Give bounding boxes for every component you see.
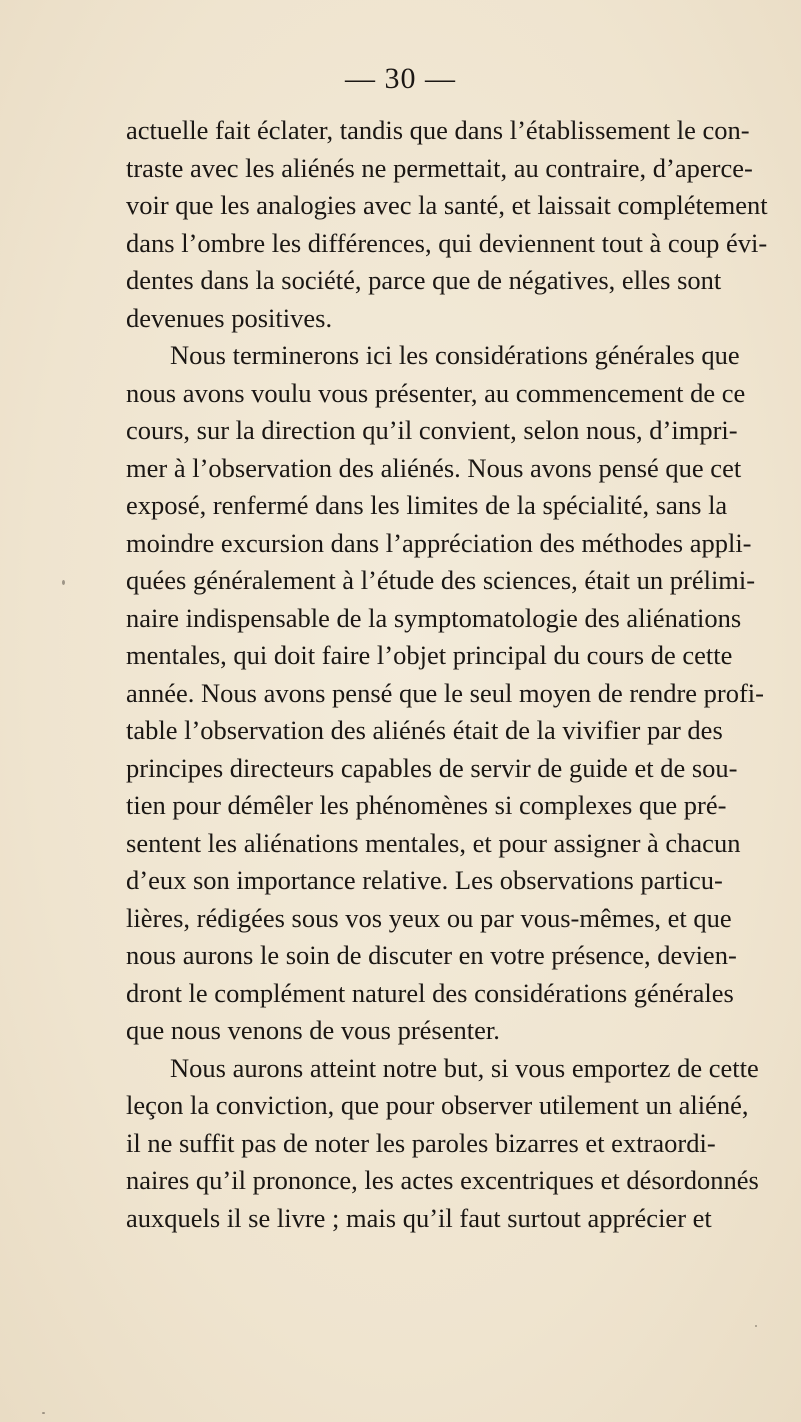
paragraph-first-line: Nous aurons atteint notre but, si vous emportez de cette	[170, 1052, 759, 1083]
text-line: traste avec les aliénés ne permettait, au contraire, d’aperce-	[126, 152, 753, 183]
text-line: nous aurons le soin de discuter en votre présence, devien-	[126, 940, 737, 970]
text-line: principes directeurs capables de servir de guide et de sou-	[126, 752, 738, 783]
text-line: devenues positives.	[126, 302, 333, 333]
paper-speck	[755, 1325, 757, 1327]
text-line: naire indispensable de la symptomatologie des aliénations	[126, 602, 742, 633]
text-line: mentales, qui doit faire l’objet principal du cours de cette	[126, 640, 733, 670]
text-line: exposé, renfermé dans les limites de la spécialité, sans la	[126, 490, 728, 520]
text-line: leçon la conviction, que pour observer utilement un aliéné,	[126, 1090, 749, 1120]
text-line: d’eux son importance relative. Les observations particu-	[126, 865, 723, 895]
text-line: cours, sur la direction qu’il convient, selon nous, d’impri-	[126, 415, 738, 445]
text-line: sentent les aliénations mentales, et pour assigner à chacun	[126, 827, 741, 858]
page-number: — 30 —	[345, 62, 456, 95]
text-line: il ne suffit pas de noter les paroles bizarres et extraordi-	[126, 1127, 716, 1158]
paragraph-first-line: Nous terminerons ici les considérations générales que	[170, 340, 740, 370]
text-line: mer à l’observation des aliénés. Nous avons pensé que cet	[126, 452, 742, 483]
body-text	[126, 112, 768, 1237]
text-line: voir que les analogies avec la santé, et laissait complétement	[126, 190, 768, 220]
text-line: naires qu’il prononce, les actes excentriques et désordonnés	[126, 1165, 759, 1195]
text-line: lières, rédigées sous vos yeux ou par vous-mêmes, et que	[126, 902, 732, 933]
text-line: que nous venons de vous présenter.	[126, 1015, 500, 1045]
text-line: quées généralement à l’étude des sciences, était un prélimi-	[126, 565, 756, 595]
text-line: dans l’ombre les différences, qui deviennent tout à coup évi-	[126, 227, 768, 258]
text-line: dentes dans la société, parce que de négatives, elles sont	[126, 265, 722, 295]
paper-speck	[42, 1412, 45, 1414]
text-line: actuelle fait éclater, tandis que dans l’établissement le con-	[126, 115, 750, 145]
text-line: table l’observation des aliénés était de la vivifier par des	[126, 715, 723, 745]
text-line: moindre excursion dans l’appréciation des méthodes appli-	[126, 527, 752, 558]
text-line: auxquels il se livre ; mais qu’il faut surtout apprécier et	[126, 1202, 712, 1233]
text-line: tien pour démêler les phénomènes si complexes que pré-	[126, 790, 727, 820]
text-line: année. Nous avons pensé que le seul moyen de rendre profi-	[126, 677, 764, 708]
paper-speck	[62, 580, 65, 585]
text-line: dront le complément naturel des considérations générales	[126, 977, 734, 1008]
text-line: nous avons voulu vous présenter, au commencement de ce	[126, 377, 746, 408]
